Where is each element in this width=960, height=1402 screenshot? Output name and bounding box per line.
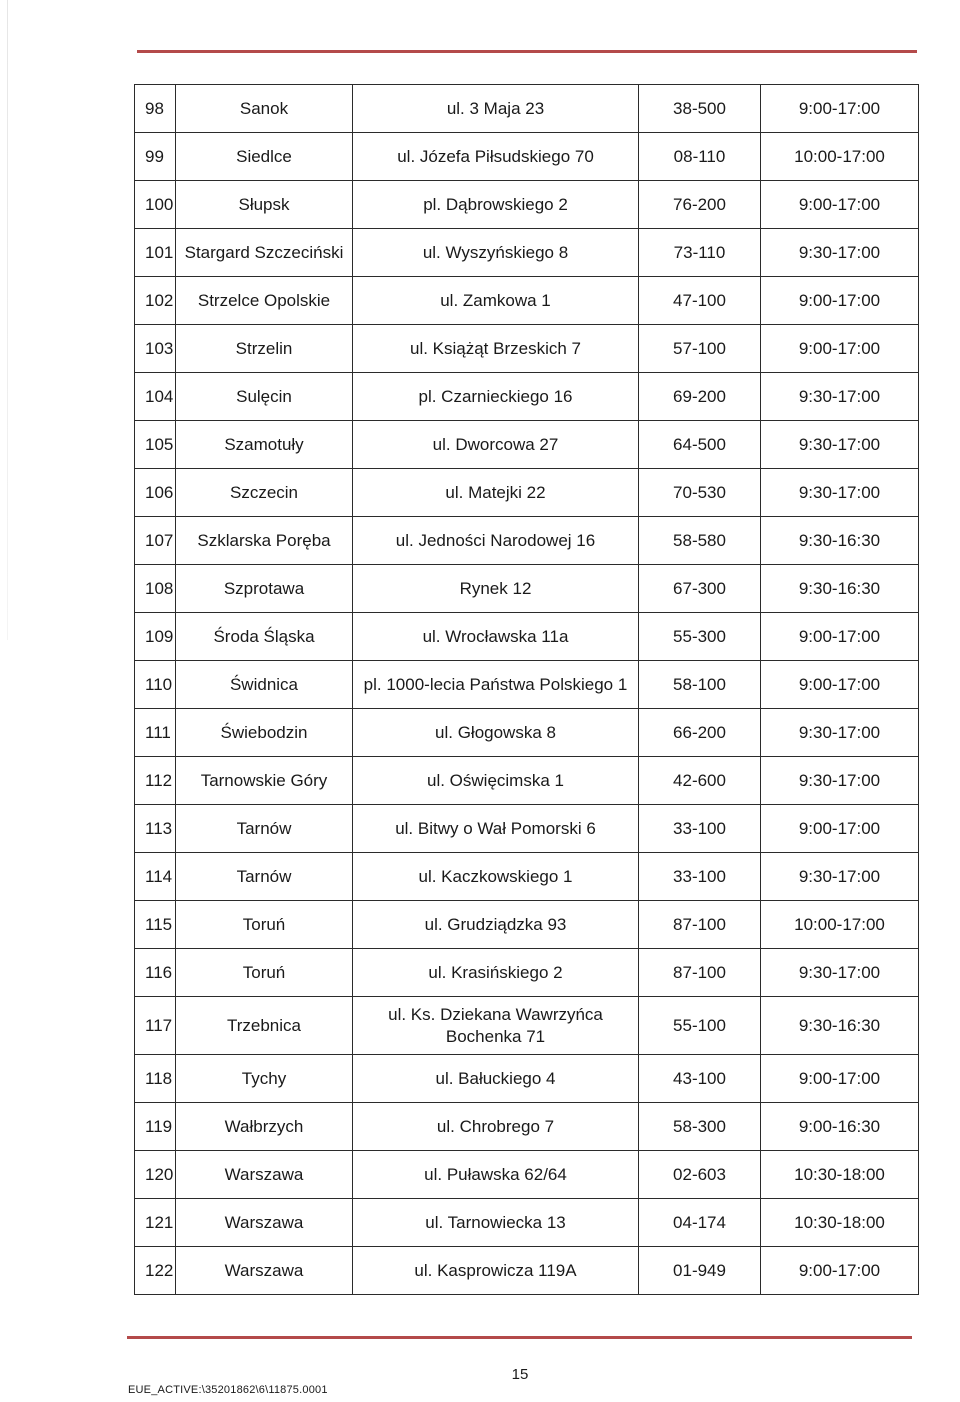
table-row — [135, 421, 919, 469]
table-row — [135, 133, 919, 181]
row-number: 99 — [135, 133, 176, 181]
row-number: 101 — [135, 229, 176, 277]
postal-code-cell: 64-500 — [639, 421, 761, 469]
city-cell: Toruń — [176, 949, 353, 997]
table-row — [135, 613, 919, 661]
postal-code-cell: 66-200 — [639, 709, 761, 757]
postal-code-cell: 73-110 — [639, 229, 761, 277]
postal-code-cell: 47-100 — [639, 277, 761, 325]
address-cell: ul. Grudziądzka 93 — [353, 901, 639, 949]
row-number: 106 — [135, 469, 176, 517]
city-cell: Świdnica — [176, 661, 353, 709]
row-number: 121 — [135, 1199, 176, 1247]
city-cell: Tarnowskie Góry — [176, 757, 353, 805]
city-cell: Warszawa — [176, 1151, 353, 1199]
row-number: 108 — [135, 565, 176, 613]
postal-code-cell: 02-603 — [639, 1151, 761, 1199]
city-cell: Trzebnica — [176, 997, 353, 1055]
city-cell: Tarnów — [176, 853, 353, 901]
row-number: 112 — [135, 757, 176, 805]
hours-cell: 10:00-17:00 — [761, 901, 919, 949]
row-number: 113 — [135, 805, 176, 853]
address-cell: ul. Bitwy o Wał Pomorski 6 — [353, 805, 639, 853]
hours-cell: 9:30-17:00 — [761, 421, 919, 469]
city-cell: Toruń — [176, 901, 353, 949]
city-cell: Strzelin — [176, 325, 353, 373]
address-cell: pl. Dąbrowskiego 2 — [353, 181, 639, 229]
address-cell: ul. Kasprowicza 119A — [353, 1247, 639, 1295]
postal-code-cell: 04-174 — [639, 1199, 761, 1247]
hours-cell: 9:30-17:00 — [761, 469, 919, 517]
table-row — [135, 565, 919, 613]
city-cell: Szprotawa — [176, 565, 353, 613]
address-cell: ul. Książąt Brzeskich 7 — [353, 325, 639, 373]
table-row — [135, 1151, 919, 1199]
table-row — [135, 1103, 919, 1151]
hours-cell: 9:00-17:00 — [761, 1247, 919, 1295]
postal-code-cell: 58-580 — [639, 517, 761, 565]
hours-cell: 9:00-17:00 — [761, 661, 919, 709]
postal-code-cell: 33-100 — [639, 853, 761, 901]
postal-code-cell: 76-200 — [639, 181, 761, 229]
document-id: EUE_ACTIVE:\35201862\6\11875.0001 — [128, 1384, 328, 1396]
table-row — [135, 853, 919, 901]
hours-cell: 9:30-17:00 — [761, 229, 919, 277]
address-cell: ul. Józefa Piłsudskiego 70 — [353, 133, 639, 181]
city-cell: Sulęcin — [176, 373, 353, 421]
postal-code-cell: 55-300 — [639, 613, 761, 661]
city-cell: Warszawa — [176, 1247, 353, 1295]
table-body — [135, 85, 919, 1295]
table-row — [135, 1247, 919, 1295]
hours-cell: 9:30-17:00 — [761, 853, 919, 901]
hours-cell: 9:00-17:00 — [761, 181, 919, 229]
table-row — [135, 997, 919, 1055]
row-number: 107 — [135, 517, 176, 565]
row-number: 111 — [135, 709, 176, 757]
row-number: 117 — [135, 997, 176, 1055]
address-cell: ul. Wyszyńskiego 8 — [353, 229, 639, 277]
hours-cell: 9:00-17:00 — [761, 85, 919, 133]
postal-code-cell: 58-100 — [639, 661, 761, 709]
city-cell: Świebodzin — [176, 709, 353, 757]
address-cell: ul. 3 Maja 23 — [353, 85, 639, 133]
hours-cell: 10:00-17:00 — [761, 133, 919, 181]
table-row — [135, 517, 919, 565]
address-cell: ul. Chrobrego 7 — [353, 1103, 639, 1151]
table-row — [135, 85, 919, 133]
postal-code-cell: 55-100 — [639, 997, 761, 1055]
postal-code-cell: 87-100 — [639, 901, 761, 949]
row-number: 120 — [135, 1151, 176, 1199]
table-row — [135, 805, 919, 853]
city-cell: Szamotuły — [176, 421, 353, 469]
hours-cell: 9:30-17:00 — [761, 757, 919, 805]
postal-code-cell: 08-110 — [639, 133, 761, 181]
table-row — [135, 757, 919, 805]
address-cell: ul. Jedności Narodowej 16 — [353, 517, 639, 565]
address-cell: ul. Oświęcimska 1 — [353, 757, 639, 805]
city-cell: Stargard Szczeciński — [176, 229, 353, 277]
hours-cell: 9:00-16:30 — [761, 1103, 919, 1151]
address-cell: ul. Puławska 62/64 — [353, 1151, 639, 1199]
table-row — [135, 661, 919, 709]
postal-code-cell: 43-100 — [639, 1055, 761, 1103]
table-row — [135, 901, 919, 949]
row-number: 116 — [135, 949, 176, 997]
hours-cell: 9:00-17:00 — [761, 277, 919, 325]
address-cell: ul. Bałuckiego 4 — [353, 1055, 639, 1103]
table-row — [135, 709, 919, 757]
postal-code-cell: 33-100 — [639, 805, 761, 853]
row-number: 103 — [135, 325, 176, 373]
hours-cell: 9:00-17:00 — [761, 613, 919, 661]
city-cell: Strzelce Opolskie — [176, 277, 353, 325]
address-cell: pl. Czarnieckiego 16 — [353, 373, 639, 421]
address-cell: ul. Wrocławska 11a — [353, 613, 639, 661]
hours-cell: 9:00-17:00 — [761, 805, 919, 853]
hours-cell: 10:30-18:00 — [761, 1151, 919, 1199]
hours-cell: 9:00-17:00 — [761, 1055, 919, 1103]
city-cell: Warszawa — [176, 1199, 353, 1247]
table-row — [135, 373, 919, 421]
table-row — [135, 469, 919, 517]
city-cell: Tarnów — [176, 805, 353, 853]
city-cell: Tychy — [176, 1055, 353, 1103]
row-number: 102 — [135, 277, 176, 325]
hours-cell: 9:00-17:00 — [761, 325, 919, 373]
city-cell: Środa Śląska — [176, 613, 353, 661]
table-row — [135, 949, 919, 997]
address-cell: ul. Krasińskiego 2 — [353, 949, 639, 997]
table-row — [135, 229, 919, 277]
table-row — [135, 1199, 919, 1247]
table-row — [135, 277, 919, 325]
postal-code-cell: 58-300 — [639, 1103, 761, 1151]
page-number: 15 — [511, 1366, 529, 1383]
row-number: 109 — [135, 613, 176, 661]
postal-code-cell: 87-100 — [639, 949, 761, 997]
row-number: 114 — [135, 853, 176, 901]
row-number: 115 — [135, 901, 176, 949]
table-row — [135, 1055, 919, 1103]
address-cell: pl. 1000-lecia Państwa Polskiego 1 — [353, 661, 639, 709]
hours-cell: 9:30-16:30 — [761, 517, 919, 565]
city-cell: Szczecin — [176, 469, 353, 517]
postal-code-cell: 42-600 — [639, 757, 761, 805]
bottom-rule — [127, 1336, 912, 1339]
address-cell: ul. Głogowska 8 — [353, 709, 639, 757]
scan-edge-line — [7, 0, 8, 640]
postal-code-cell: 57-100 — [639, 325, 761, 373]
row-number: 100 — [135, 181, 176, 229]
table-row — [135, 181, 919, 229]
city-cell: Sanok — [176, 85, 353, 133]
postal-code-cell: 69-200 — [639, 373, 761, 421]
hours-cell: 9:30-16:30 — [761, 565, 919, 613]
hours-cell: 9:30-17:00 — [761, 949, 919, 997]
address-cell: ul. Ks. Dziekana Wawrzyńca Bochenka 71 — [353, 997, 639, 1055]
row-number: 110 — [135, 661, 176, 709]
postal-code-cell: 67-300 — [639, 565, 761, 613]
branch-address-table — [134, 84, 919, 1295]
address-cell: ul. Tarnowiecka 13 — [353, 1199, 639, 1247]
row-number: 105 — [135, 421, 176, 469]
row-number: 104 — [135, 373, 176, 421]
city-cell: Wałbrzych — [176, 1103, 353, 1151]
city-cell: Słupsk — [176, 181, 353, 229]
row-number: 118 — [135, 1055, 176, 1103]
row-number: 98 — [135, 85, 176, 133]
city-cell: Siedlce — [176, 133, 353, 181]
postal-code-cell: 70-530 — [639, 469, 761, 517]
address-cell: ul. Matejki 22 — [353, 469, 639, 517]
top-rule — [137, 50, 917, 53]
address-cell: ul. Zamkowa 1 — [353, 277, 639, 325]
row-number: 119 — [135, 1103, 176, 1151]
hours-cell: 9:30-17:00 — [761, 709, 919, 757]
hours-cell: 9:30-16:30 — [761, 997, 919, 1055]
row-number: 122 — [135, 1247, 176, 1295]
table-row — [135, 325, 919, 373]
hours-cell: 9:30-17:00 — [761, 373, 919, 421]
hours-cell: 10:30-18:00 — [761, 1199, 919, 1247]
address-cell: ul. Dworcowa 27 — [353, 421, 639, 469]
address-cell: ul. Kaczkowskiego 1 — [353, 853, 639, 901]
city-cell: Szklarska Poręba — [176, 517, 353, 565]
address-cell: Rynek 12 — [353, 565, 639, 613]
postal-code-cell: 01-949 — [639, 1247, 761, 1295]
postal-code-cell: 38-500 — [639, 85, 761, 133]
